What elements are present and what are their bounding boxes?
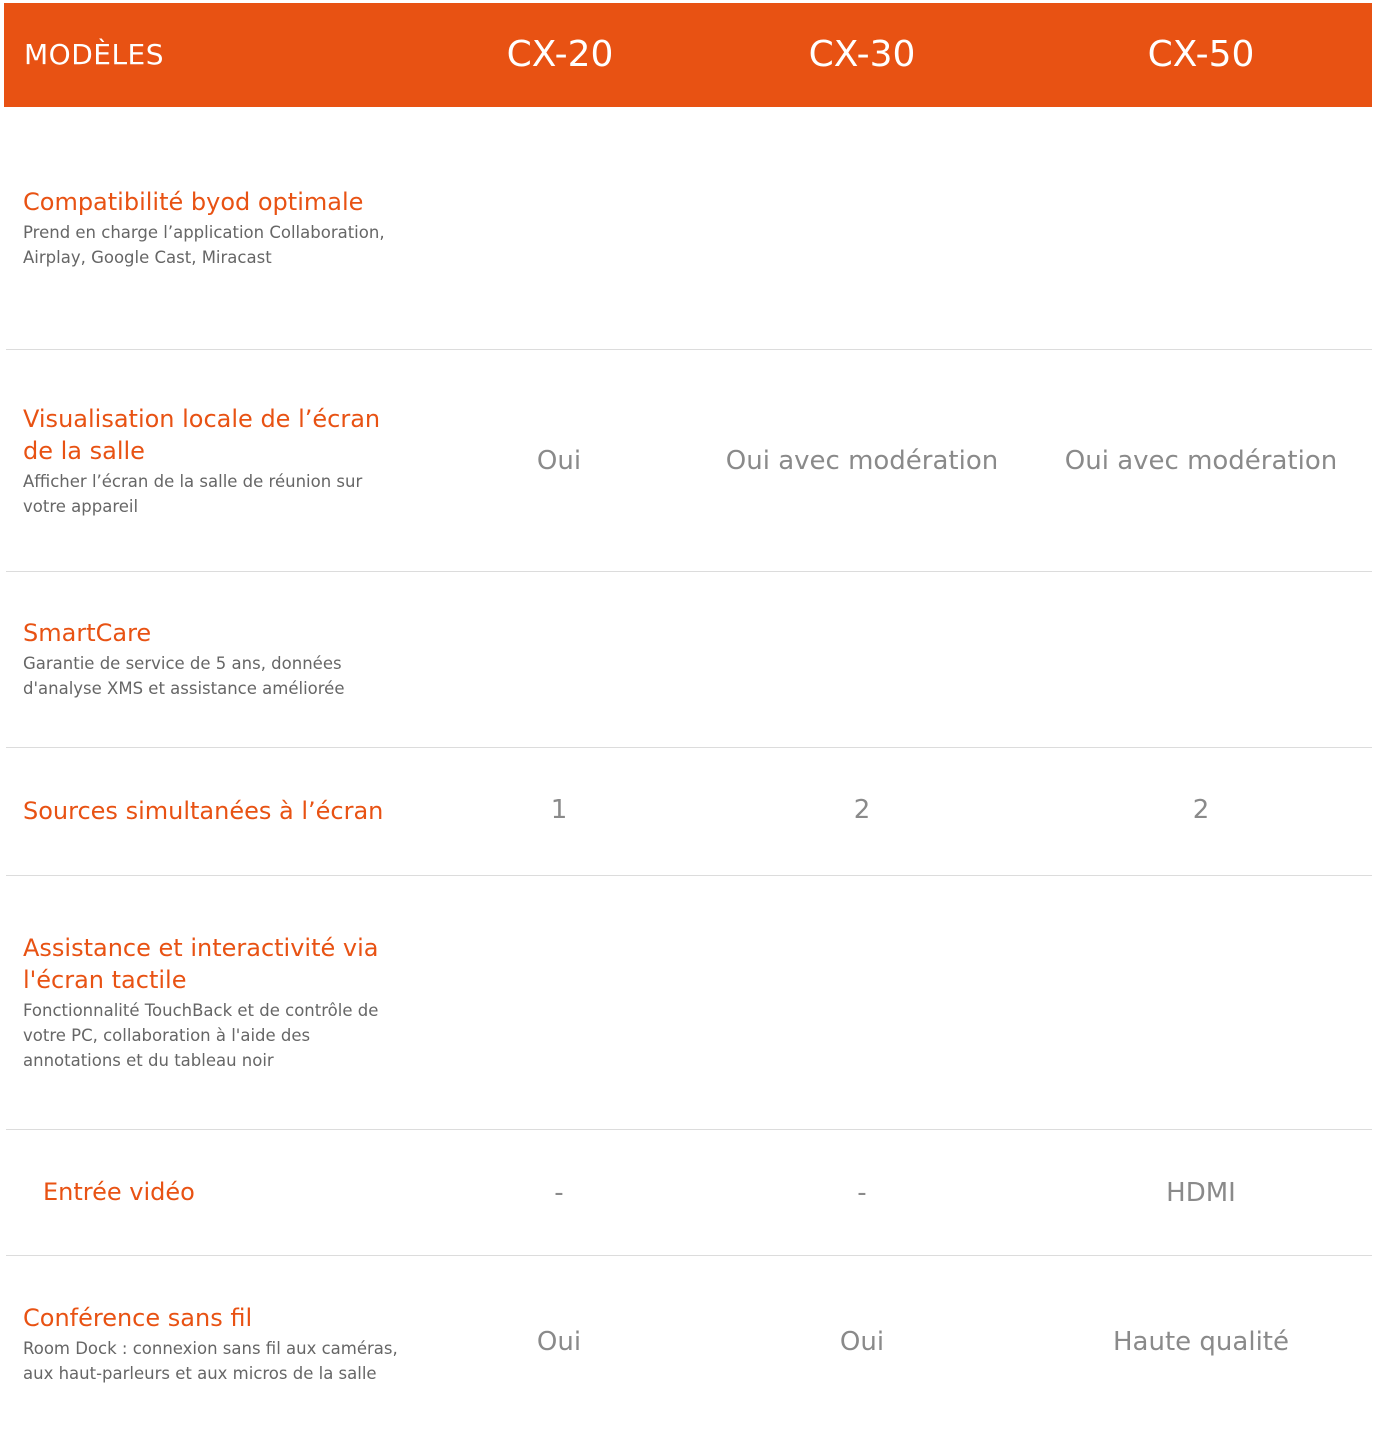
- model-cx20-heading: CX-20: [506, 34, 614, 75]
- value-cx30: 2: [853, 795, 871, 825]
- feature-title: Compatibilité byod optimale: [23, 188, 364, 216]
- value-cx20: -: [554, 1178, 564, 1208]
- feature-cell: [23, 186, 403, 270]
- feature-title: SmartCare: [23, 619, 152, 647]
- row-divider: [6, 349, 1372, 350]
- feature-title: Entrée vidéo: [43, 1178, 195, 1206]
- feature-title: Sources simultanées à l’écran: [23, 797, 384, 825]
- value-cx30: Oui avec modération: [725, 446, 999, 476]
- value-cx50: HDMI: [1166, 1178, 1236, 1208]
- row-divider: [6, 747, 1372, 748]
- models-label: MODÈLES: [24, 38, 165, 71]
- feature-cell: [23, 617, 403, 701]
- feature-description: Prend en charge l’application Collaboration, Airplay, Google Cast, Miracast: [23, 223, 385, 267]
- feature-cell: [23, 932, 398, 1073]
- row-divider: [6, 571, 1372, 572]
- table-header: [4, 3, 1372, 107]
- feature-cell: [43, 1176, 423, 1208]
- feature-title: Conférence sans fil: [23, 1304, 253, 1332]
- row-divider: [6, 1129, 1372, 1130]
- value-cx20: 1: [550, 795, 568, 825]
- model-cx50-heading: CX-50: [1147, 34, 1255, 75]
- model-cx30-heading: CX-30: [808, 34, 916, 75]
- feature-description: Room Dock : connexion sans fil aux caméras, aux haut-parleurs et aux micros de la salle: [23, 1339, 398, 1383]
- value-cx20: Oui: [536, 446, 582, 476]
- feature-cell: [23, 1302, 403, 1386]
- value-cx50: Oui avec modération: [1064, 446, 1338, 476]
- feature-title: Assistance et interactivité via l'écran tactile: [23, 934, 379, 994]
- value-cx30: Oui: [839, 1327, 885, 1357]
- feature-description: Garantie de service de 5 ans, données d'analyse XMS et assistance améliorée: [23, 654, 345, 698]
- value-cx20: Oui: [536, 1327, 582, 1357]
- row-divider: [6, 1255, 1372, 1256]
- feature-cell: [23, 795, 403, 827]
- value-cx50: Haute qualité: [1113, 1327, 1289, 1357]
- value-cx50: 2: [1192, 795, 1210, 825]
- feature-description: Afficher l’écran de la salle de réunion sur votre appareil: [23, 472, 363, 516]
- feature-title: Visualisation locale de l’écran de la salle: [23, 405, 381, 465]
- feature-description: Fonctionnalité TouchBack et de contrôle de votre PC, collaboration à l'aide des annotations et du tableau noir: [23, 1001, 379, 1070]
- row-divider: [6, 875, 1372, 876]
- feature-cell: [23, 403, 393, 519]
- value-cx30: -: [857, 1178, 867, 1208]
